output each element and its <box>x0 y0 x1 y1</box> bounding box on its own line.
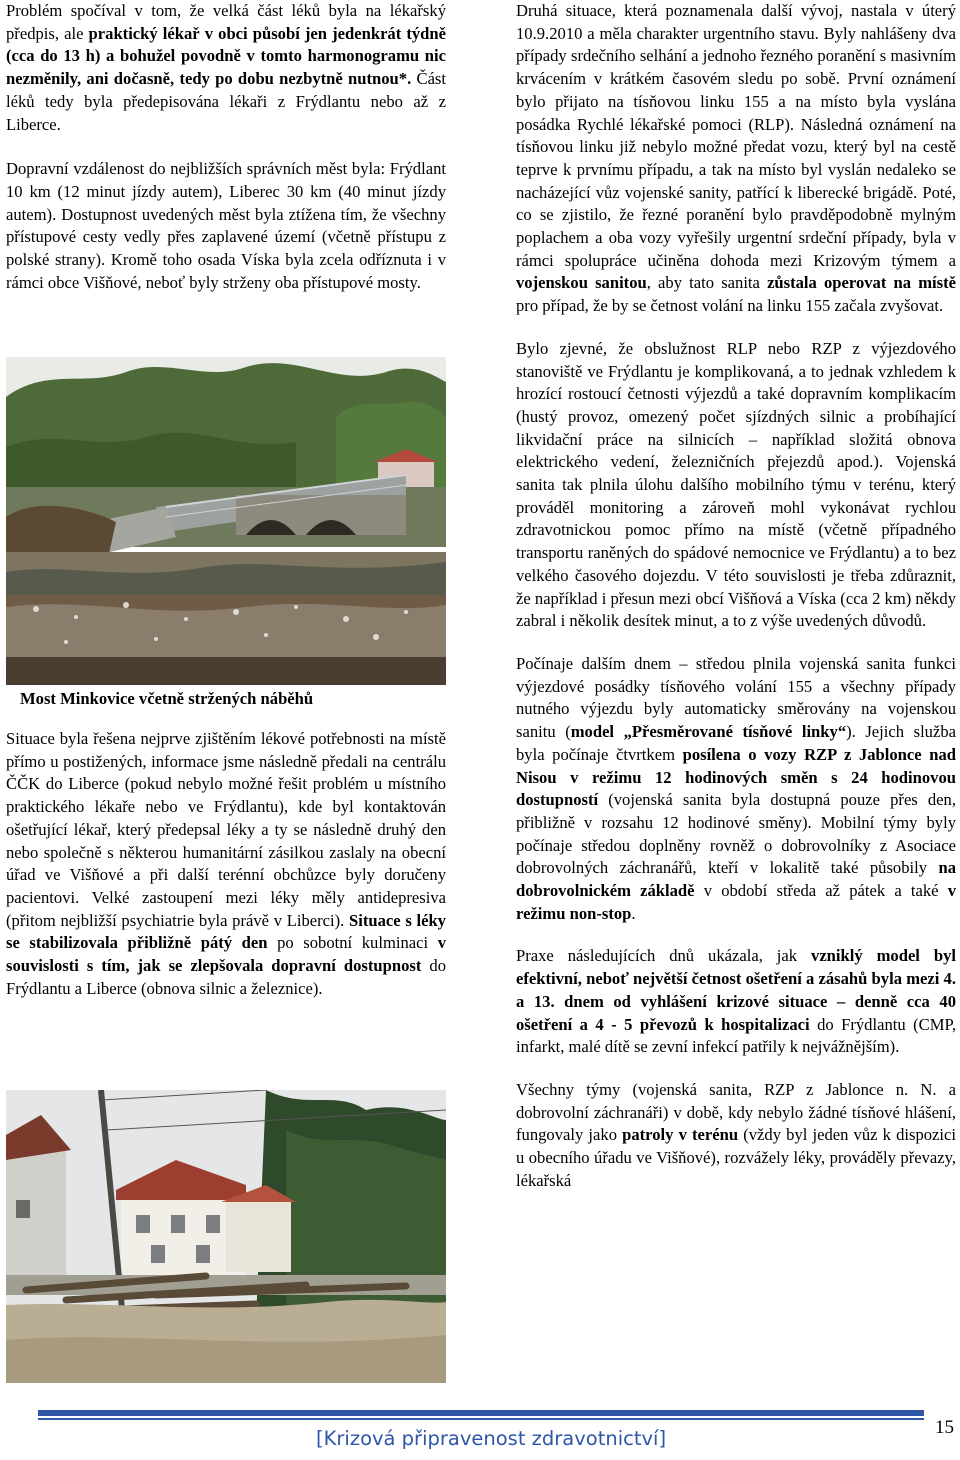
bridge-photo-caption: Most Minkovice včetně stržených náběhů <box>20 689 314 708</box>
bold-text-run: vojenskou sanitou <box>516 273 647 293</box>
bold-text-run: v režimu non-stop <box>516 881 957 923</box>
right-paragraph-2 <box>516 338 956 633</box>
text-run: Všechny týmy (vojenská sanita, RZP z Jablonce n. N. a dobrovolní záchranáři) v době, kdy nebylo žádné tísňové hlášení, fungovaly jako <box>516 1079 956 1145</box>
right-column <box>516 0 956 1192</box>
right-paragraph-1 <box>516 0 956 318</box>
text-run: Praxe následujících dnů ukázala, jak <box>516 946 812 966</box>
text-run: do Frýdlantu (CMP, infarkt, malé dítě se zevní infekcí patřily k nejvážnějším). <box>516 1014 956 1057</box>
footer-title: [Krizová připravenost zdravotnictví] <box>316 1427 667 1450</box>
text-run: po sobotní kulminaci <box>267 933 438 953</box>
bold-text-run: patroly v terénu <box>622 1125 739 1145</box>
right-paragraph-4 <box>516 945 956 1059</box>
text-run: (vojenská sanita byla dostupná pouze přes den, přibližně v rozsahu 12 hodinové směny). Mobilní týmy byly počínaje středou doplněny rovněž o dobrovolníky z Asociace dobrovolných záchranářů, kteří v lokalitě také působily <box>516 790 956 878</box>
bold-text-run: zůstala operovat na místě <box>767 273 956 293</box>
bridge-photo <box>6 357 446 685</box>
text-run: Problém spočíval v tom, že velká část léků byla na lékařský předpis, ale <box>6 1 446 43</box>
right-paragraph-5 <box>516 1079 956 1193</box>
text-run: do Frýdlantu a Liberce (obnova silnic a železnice). <box>6 956 446 998</box>
text-run: ). Jejich služba byla počínaje čtvrtkem <box>516 722 957 764</box>
text-run: Počínaje dalším dnem – středou plnila vojenská sanita funkci výjezdové posádky tísňového volání 155 a všechny případy nutného výjezdu byly automaticky směrovány na vojenskou sanitu ( <box>516 653 956 742</box>
left-paragraph-2 <box>6 158 446 294</box>
left-paragraph-1 <box>6 0 446 136</box>
bold-text-run: na dobrovolnickém základě <box>516 858 956 901</box>
right-paragraph-3 <box>516 653 956 925</box>
left-column <box>6 0 446 294</box>
bold-text-run: v souvislosti s tím, jak se zlepšovala dopravní dostupnost <box>6 933 446 976</box>
text-run: Situace byla řešena nejprve zjištěním lékové potřebnosti na místě přímo u postižených, informace jsme následně předali na centrálu ČČK do Liberce (pokud nebylo možné řešit problém u místního praktického lékaře nebo ve Frýdlantu), kde byl kontaktován ošetřující lékař, který předepsal léky a ty se následně druhý den nebo společně s některou humanitární zásilkou zaslaly na obecní úřad ve Višňové a při další terénní obchůzce byly doručeny pacientovi. Velké zastoupení mezi léky měly antidepresiva (přitom nejbližší psychiatrie byla právě v Liberci). <box>6 729 446 930</box>
bold-text-run: posílena o vozy RZP z Jablonce nad Nisou v režimu 12 hodinových směn s 24 hodinovou dostupností <box>516 744 956 810</box>
bold-text-run: praktický lékař v obci působí jen jedenkrát týdně (cca do 13 h) a bohužel povodně v tomto harmonogramu nic nezměnily, ani dočasně, tedy po dobu nezbytně nutnou*. <box>6 23 447 89</box>
footer-rule-thick <box>38 1410 924 1416</box>
bold-text-run: Situace s léky se stabilizovala přibližně pátý den <box>6 910 446 953</box>
text-run: Druhá situace, která poznamenala další vývoj, nastala v úterý 10.9.2010 a měla charakter urgentního stavu. Byly nahlášeny dva případy srdečního selhání a jednoho řezného poranění s masivním krvácením v krátkém časovém sledu po sobě. První oznámení bylo přijato na tísňovou linku 155 a na místo byla vyslána posádka Rychlé lékařské pomoci (RLP). Následná oznámení na tísňovou linku již nebylo možné předat vozu, který byl na cestě teprve k prvnímu případu, a tak na místo byl vyslán nedaleko se nacházející vůz vojenské sanity, patřící k liberecké brigádě. Poté, co se zjistilo, že řezné poranění bylo pravděpodobně mylným poplachem a oba vozy vyřešily urgentní srdeční případy, byla v rámci spolupráce učiněna dohoda mezi Krizovým týmem a <box>516 1 956 270</box>
page-number: 15 <box>935 1417 954 1438</box>
bridge-photo-illustration <box>6 357 446 685</box>
footer-rule-thin <box>38 1418 924 1420</box>
village-photo-illustration <box>6 1090 446 1383</box>
bold-text-run: model „Přesměrované tísňové linky“ <box>570 722 847 742</box>
text-run: Dopravní vzdálenost do nejbližších správních měst byla: Frýdlant 10 km (12 minut jízdy autem), Liberec 30 km (40 minut jízdy autem). Dostupnost uvedených měst byla ztížena tím, že všechny přístupové cesty vedly přes zaplavené území (včetně přístupu z polské strany). Kromě toho osada Víska byla zcela odříznuta i v rámci obce Višňové, neboť byly strženy oba přístupové mosty. <box>6 159 446 292</box>
text-run: Část léků tedy byla předepisována lékaři z Frýdlantu nebo až z Liberce. <box>6 69 447 134</box>
left-paragraph-3 <box>6 728 446 1000</box>
text-run: (vždy byl jeden vůz k dispozici u obecního úřadu ve Višňové), rozvážely léky, prováděly převazy, lékařská <box>516 1125 956 1190</box>
left-column-lower <box>6 728 446 1000</box>
text-run: . <box>631 903 636 923</box>
bold-text-run: vzniklý model byl efektivní, neboť největší četnost ošetření a zásahů byla mezi 4. a 13. dnem od vyhlášení krizové situace – denně cca 40 ošetření a 4 - 5 převozů k hospitalizaci <box>516 946 956 1034</box>
text-run: v období středa až pátek a také <box>694 881 948 901</box>
village-photo <box>6 1090 446 1383</box>
text-run: pro případ, že by se četnost volání na linku 155 začala zvyšovat. <box>516 296 944 316</box>
text-run: Bylo zjevné, že obslužnost RLP nebo RZP z výjezdového stanoviště ve Frýdlantu je komplikovaná, a to jednak vzhledem k hrozící rostoucí četnosti výjezdů a také dopravním komplikacím (hustý provoz, omezený počet sjízdných silnic a probíhající likvidační práce na silnicích – například složitá obnova elektrického vedení, železničních přejezdů apod.). Vojenská sanita tak plnila úlohu dalšího mobilního týmu v terénu, který prováděl monitoring a zároveň mohl vykonávat rychlou zdravotnickou pomoc přímo na místě (včetně případného transportu raněných do spádové nemocnice ve Frýdlantu) a to bez velkého časového dojezdu. V této souvislosti je třeba zdůraznit, že například i přesun mezi obcí Višňová a Víska (cca 2 km) někdy zabral i několik desítek minut, a to z výše uvedených důvodů. <box>516 338 956 631</box>
text-run: , aby tato sanita <box>646 273 768 293</box>
